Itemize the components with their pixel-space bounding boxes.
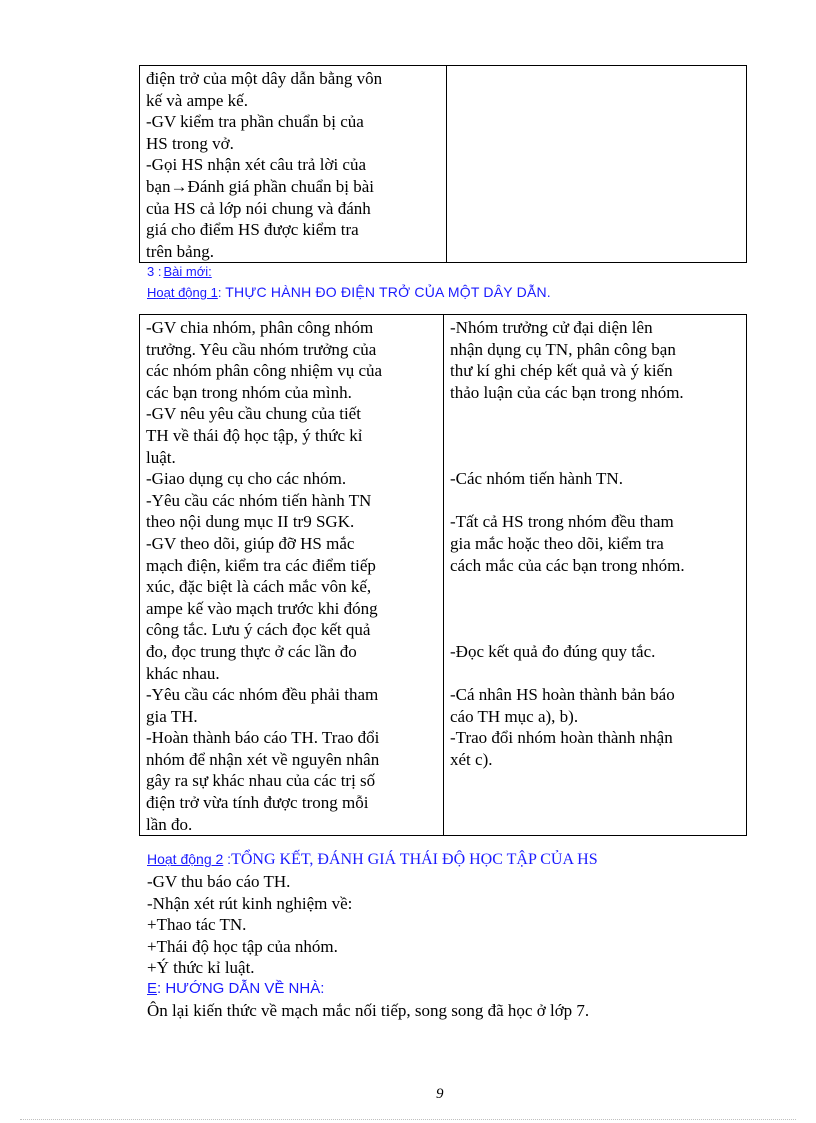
table-row bbox=[140, 315, 747, 836]
teacher-activity-line: trên bảng. bbox=[146, 241, 214, 261]
teacher-activity-line: mạch điện, kiểm tra các điểm tiếp bbox=[146, 555, 376, 575]
section-3-heading bbox=[147, 264, 212, 279]
table2-left-cell bbox=[140, 315, 444, 836]
summary-line: -GV thu báo cáo TH. bbox=[147, 872, 291, 891]
teacher-activity-line: -GV theo dõi, giúp đỡ HS mắc bbox=[146, 533, 355, 553]
student-activity-line: -Các nhóm tiến hành TN. bbox=[450, 469, 623, 489]
teacher-activity-line: điện trở của một dây dẫn bằng vôn bbox=[146, 69, 383, 88]
teacher-activity-line: đo, đọc trung thực ở các lần đo bbox=[146, 641, 357, 661]
teacher-activity-line: theo nội dung mục II tr9 SGK. bbox=[146, 512, 355, 532]
activity-1-table bbox=[139, 314, 747, 836]
section-e-heading bbox=[147, 980, 324, 997]
student-activity-line: nhận dụng cụ TN, phân công bạn bbox=[450, 339, 676, 359]
table2-right-cell bbox=[444, 315, 747, 836]
activity-1-heading bbox=[147, 284, 551, 302]
table1-left-cell bbox=[140, 66, 447, 263]
student-activity-line: -Cá nhân HS hoàn thành bản báo bbox=[450, 685, 675, 705]
teacher-activity-line: các bạn trong nhóm của mình. bbox=[146, 382, 352, 402]
teacher-activity-line: -Hoàn thành báo cáo TH. Trao đổi bbox=[146, 728, 380, 748]
student-activity-line: -Nhóm trưởng cử đại diện lên bbox=[450, 318, 653, 337]
activity-1-colon: : bbox=[217, 285, 222, 300]
footer-divider bbox=[20, 1119, 796, 1120]
student-activity-line: -Trao đổi nhóm hoàn thành nhận bbox=[450, 728, 673, 748]
teacher-activity-line: các nhóm phân công nhiệm vụ của bbox=[146, 361, 383, 381]
table1-right-cell bbox=[447, 66, 747, 263]
teacher-activity-line: bạn→Đánh giá phần chuẩn bị bài bbox=[146, 176, 375, 196]
teacher-activity-line: -Giao dụng cụ cho các nhóm. bbox=[146, 469, 347, 489]
teacher-activity-line: nhóm để nhận xét về nguyên nhân bbox=[146, 749, 380, 769]
page-number: 9 bbox=[436, 1086, 444, 1102]
table-row bbox=[140, 66, 747, 263]
teacher-activity-line: gia TH. bbox=[146, 706, 198, 726]
blank-line bbox=[450, 490, 740, 512]
homework-text: Ôn lại kiến thức về mạch mắc nối tiếp, song song đã học ở lớp 7. bbox=[147, 1001, 590, 1020]
blank-line bbox=[450, 598, 740, 620]
student-activity-line: -Đọc kết quả đo đúng quy tắc. bbox=[450, 641, 656, 661]
teacher-activity-line: luật. bbox=[146, 447, 176, 467]
teacher-activity-line: lần đo. bbox=[146, 814, 193, 834]
teacher-activity-line: của HS cả lớp nói chung và đánh bbox=[146, 198, 371, 218]
section-3-title: Bài mới: bbox=[163, 264, 212, 279]
activity-2-label: Hoạt động 2 bbox=[147, 851, 224, 867]
summary-line: +Thái độ học tập của nhóm. bbox=[147, 936, 338, 956]
student-activity-line: cách mắc của các bạn trong nhóm. bbox=[450, 555, 685, 575]
activity-2-title: TỔNG KẾT, ĐÁNH GIÁ THÁI ĐỘ HỌC TẬP CỦA HS bbox=[231, 851, 598, 868]
blank-line bbox=[450, 447, 740, 469]
summary-list bbox=[147, 871, 352, 979]
summary-line: +Thao tác TN. bbox=[147, 915, 247, 935]
student-activity-line: gia mắc hoặc theo dõi, kiểm tra bbox=[450, 533, 664, 553]
teacher-activity-line: -Yêu cầu các nhóm đều phải tham bbox=[146, 685, 379, 705]
teacher-activity-line: ampe kế vào mạch trước khi đóng bbox=[146, 598, 378, 618]
teacher-activity-line: công tắc. Lưu ý cách đọc kết quả bbox=[146, 620, 371, 640]
activity-1-title: THỰC HÀNH ĐO ĐIỆN TRỞ CỦA MỘT DÂY DẪN. bbox=[221, 284, 551, 300]
activity-2-colon: : bbox=[223, 851, 232, 867]
teacher-activity-line: khác nhau. bbox=[146, 663, 220, 683]
summary-line: +Ý thức kỉ luật. bbox=[147, 958, 255, 978]
teacher-activity-line: -Gọi HS nhận xét câu trả lời của bbox=[146, 155, 367, 175]
table-continuation bbox=[139, 65, 747, 263]
student-activity-line: thư kí ghi chép kết quả và ý kiến bbox=[450, 361, 673, 381]
student-activity-line: -Tất cả HS trong nhóm đều tham bbox=[450, 512, 674, 532]
student-activity-line: xét c). bbox=[450, 749, 493, 769]
teacher-activity-line: -GV nêu yêu cầu chung của tiết bbox=[146, 404, 361, 424]
blank-line bbox=[450, 663, 740, 685]
teacher-activity-line: -GV chia nhóm, phân công nhóm bbox=[146, 318, 374, 337]
section-e-title: : HƯỚNG DẪN VỀ NHÀ: bbox=[157, 980, 325, 997]
teacher-activity-line: xúc, đặc biệt là cách mắc vôn kế, bbox=[146, 577, 372, 597]
summary-line: -Nhận xét rút kinh nghiệm về: bbox=[147, 893, 353, 913]
section-3-number: 3 : bbox=[147, 264, 162, 279]
teacher-activity-line: -Yêu cầu các nhóm tiến hành TN bbox=[146, 490, 372, 510]
teacher-activity-line: điện trở vừa tính được trong mỗi bbox=[146, 793, 369, 813]
blank-line bbox=[450, 403, 740, 425]
student-activity-line: thảo luận của các bạn trong nhóm. bbox=[450, 382, 684, 402]
teacher-activity-line: TH về thái độ học tập, ý thức kỉ bbox=[146, 425, 363, 445]
teacher-activity-line: -GV kiểm tra phần chuẩn bị của bbox=[146, 112, 364, 132]
blank-line bbox=[450, 425, 740, 447]
section-e-label: E bbox=[147, 980, 158, 997]
blank-line bbox=[450, 576, 740, 598]
student-activity-line: cáo TH mục a), b). bbox=[450, 706, 579, 726]
teacher-activity-line: kế và ampe kế. bbox=[146, 90, 248, 110]
activity-1-label: Hoạt động 1 bbox=[147, 285, 218, 300]
blank-line bbox=[450, 619, 740, 641]
teacher-activity-line: HS trong vở. bbox=[146, 133, 234, 153]
teacher-activity-line: giá cho điểm HS được kiểm tra bbox=[146, 220, 359, 240]
activity-2-heading bbox=[147, 851, 598, 869]
teacher-activity-line: gây ra sự khác nhau của các trị số bbox=[146, 771, 376, 791]
teacher-activity-line: trưởng. Yêu cầu nhóm trưởng của bbox=[146, 339, 377, 359]
